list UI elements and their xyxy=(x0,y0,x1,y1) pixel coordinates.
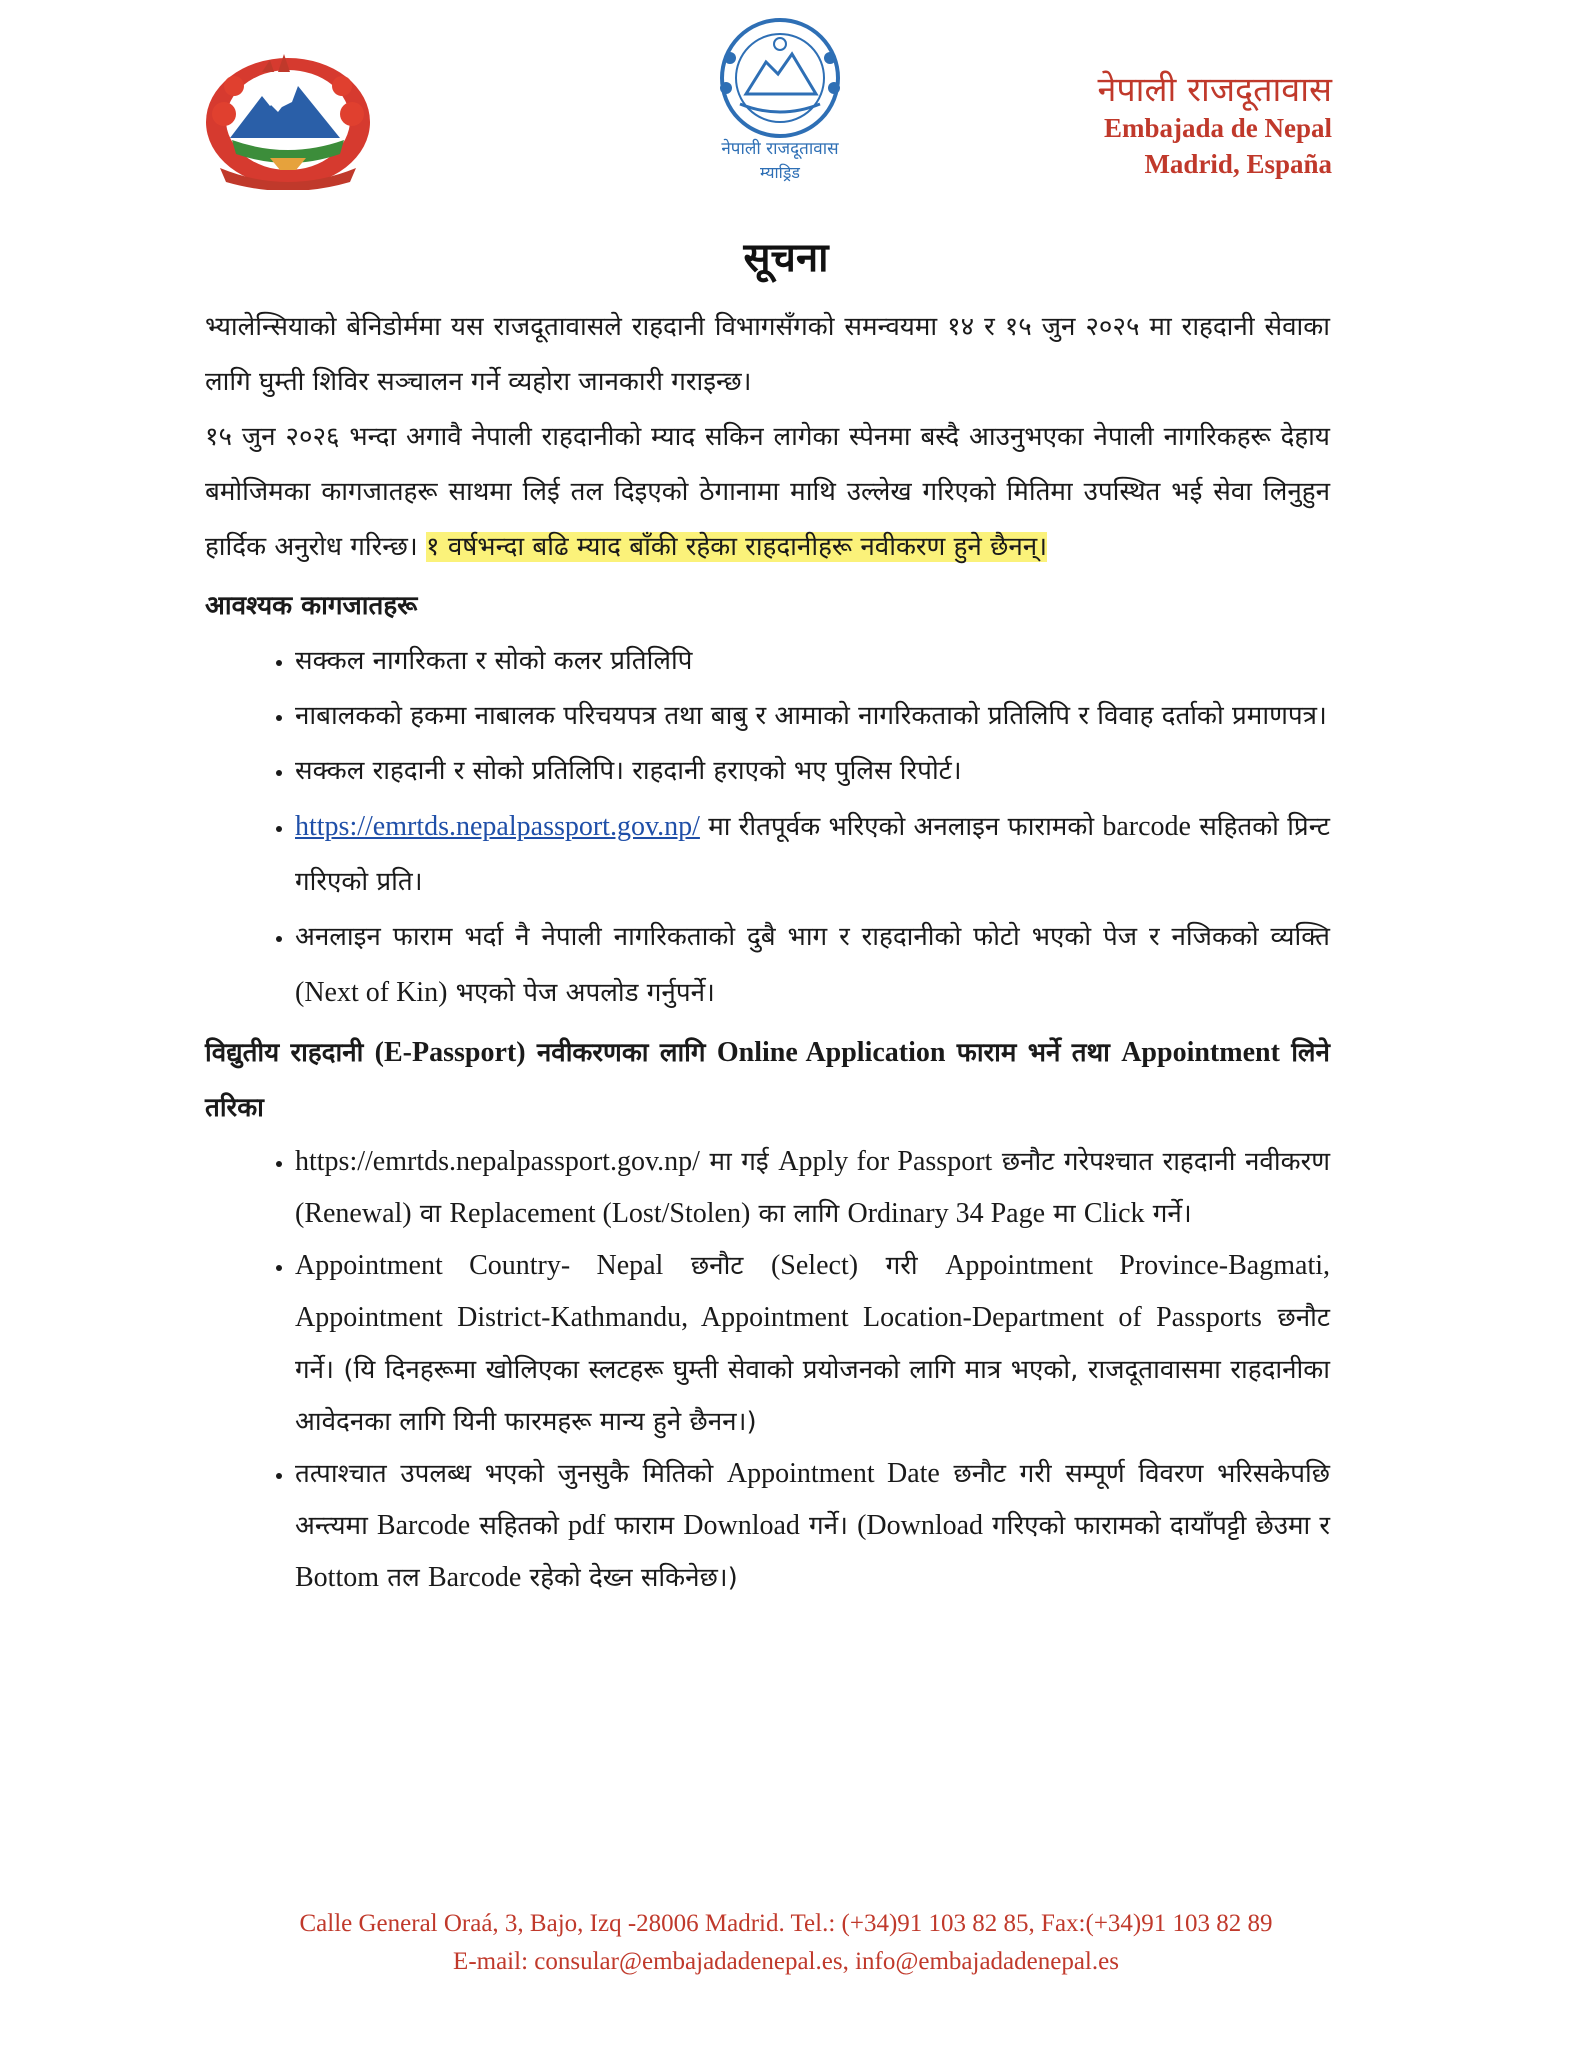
letterhead xyxy=(0,0,1572,210)
footer-address: Calle General Oraá, 3, Bajo, Izq -28006 Madrid. Tel.: (+34)91 103 82 85, Fax:(+34)91 103 82 89 xyxy=(299,1910,1273,1937)
emrtds-url[interactable]: https://emrtds.nepalpassport.gov.np/ xyxy=(295,1146,700,1177)
embassy-name-block xyxy=(1097,70,1332,182)
embassy-name-np: नेपाली राजदूतावास xyxy=(1097,70,1332,110)
embassy-seal-icon xyxy=(700,8,860,188)
list-item: • सक्कल नागरिकता र सोको कलर प्रतिलिपि xyxy=(295,634,1330,689)
footer-email[interactable]: E-mail: consular@embajadadenepal.es, info@embajadadenepal.es xyxy=(453,1948,1119,1975)
seal-city: म्याड्रिड xyxy=(760,163,800,182)
howto-steps-list xyxy=(205,1136,1330,1604)
list-item: • अनलाइन फाराम भर्दा नै नेपाली नागरिकताको दुबै भाग र राहदानीको फोटो भएको पेज र नजिकको व्यक्ति (Next of Kin) भएको पेज अपलोड गर्नुपर्ने। xyxy=(295,910,1330,1021)
list-item: • सक्कल राहदानी र सोको प्रतिलिपि। राहदानी हराएको भए पुलिस रिपोर्ट। xyxy=(295,744,1330,799)
seal-text: नेपाली राजदूतावास xyxy=(721,139,839,159)
intro-paragraph-1: भ्यालेन्सियाको बेनिडोर्ममा यस राजदूतावासले राहदानी विभागसँगको समन्वयमा १४ र १५ जुन २०२५ मा राहदानी सेवाका लागि घुम्ती शिविर सञ्चालन गर्ने व्यहोरा जानकारी गराइन्छ। xyxy=(205,312,1330,397)
required-docs-list xyxy=(205,634,1330,1021)
howto-heading: विद्युतीय राहदानी (E-Passport) नवीकरणका लागि Online Application फाराम भर्ने तथा Appointment लिने तरिका xyxy=(205,1037,1330,1123)
intro-paragraph-2 xyxy=(205,410,1330,575)
notice-body xyxy=(205,300,1330,1604)
list-item: • https://emrtds.nepalpassport.gov.np/ मा रीतपूर्वक भरिएको अनलाइन फारामको barcode सहितको प्रिन्ट गरिएको प्रति। xyxy=(295,799,1330,910)
highlighted-notice: १ वर्षभन्दा बढि म्याद बाँकी रहेका राहदानीहरू नवीकरण हुने छैनन्। xyxy=(426,532,1048,562)
notice-title: सूचना xyxy=(743,235,829,281)
nepal-emblem-icon xyxy=(200,50,375,190)
list-item: • नाबालकको हकमा नाबालक परिचयपत्र तथा बाबु र आमाको नागरिकताको प्रतिलिपि र विवाह दर्ताको प्रमाणपत्र। xyxy=(295,689,1330,744)
embassy-name-es: Embajada de Nepal xyxy=(1103,113,1332,143)
required-docs-heading: आवश्यक कागजातहरू xyxy=(205,591,418,621)
footer xyxy=(0,1905,1572,1981)
list-item: • https://emrtds.nepalpassport.gov.np/ मा गई Apply for Passport छनौट गरेपश्चात राहदानी नवीकरण (Renewal) वा Replacement (Lost/Stolen) का लागि Ordinary 34 Page मा Click गर्ने। xyxy=(295,1136,1330,1240)
list-item: • तत्पाश्चात उपलब्ध भएको जुनसुकै मितिको Appointment Date छनौट गरी सम्पूर्ण विवरण भरिसकेपछि अन्त्यमा Barcode सहितको pdf फाराम Download गर्ने। (Download गरिएको फारामको दायाँपट्टी छेउमा र Bottom तल Barcode रहेको देख्न सकिनेछ।) xyxy=(295,1448,1330,1604)
embassy-city: Madrid, España xyxy=(1144,149,1332,179)
intro-paragraph-2-text: १५ जुन २०२६ भन्दा अगावै नेपाली राहदानीको म्याद सकिन लागेका स्पेनमा बस्दै आउनुभएका नेपाली नागरिकहरू देहाय बमोजिमका कागजातहरू साथमा लिई तल दिइएको ठेगानामा माथि उल्लेख गरिएको मितिमा उपस्थित भई सेवा लिनुहुन हार्दिक अनुरोध गरिन्छ। xyxy=(205,422,1330,562)
list-item: • Appointment Country- Nepal छनौट (Select) गरी Appointment Province-Bagmati, Appointment District-Kathmandu, Appointment Location-Department of Passports छनौट गर्ने। (यि दिनहरूमा खोलिएका स्लटहरू घुम्ती सेवाको प्रयोजनको लागि मात्र भएको, राजदूतावासमा राहदानीका आवेदनका लागि यिनी फारमहरू मान्य हुने छैनन।) xyxy=(295,1240,1330,1448)
emrtds-link[interactable]: https://emrtds.nepalpassport.gov.np/ xyxy=(295,811,700,842)
